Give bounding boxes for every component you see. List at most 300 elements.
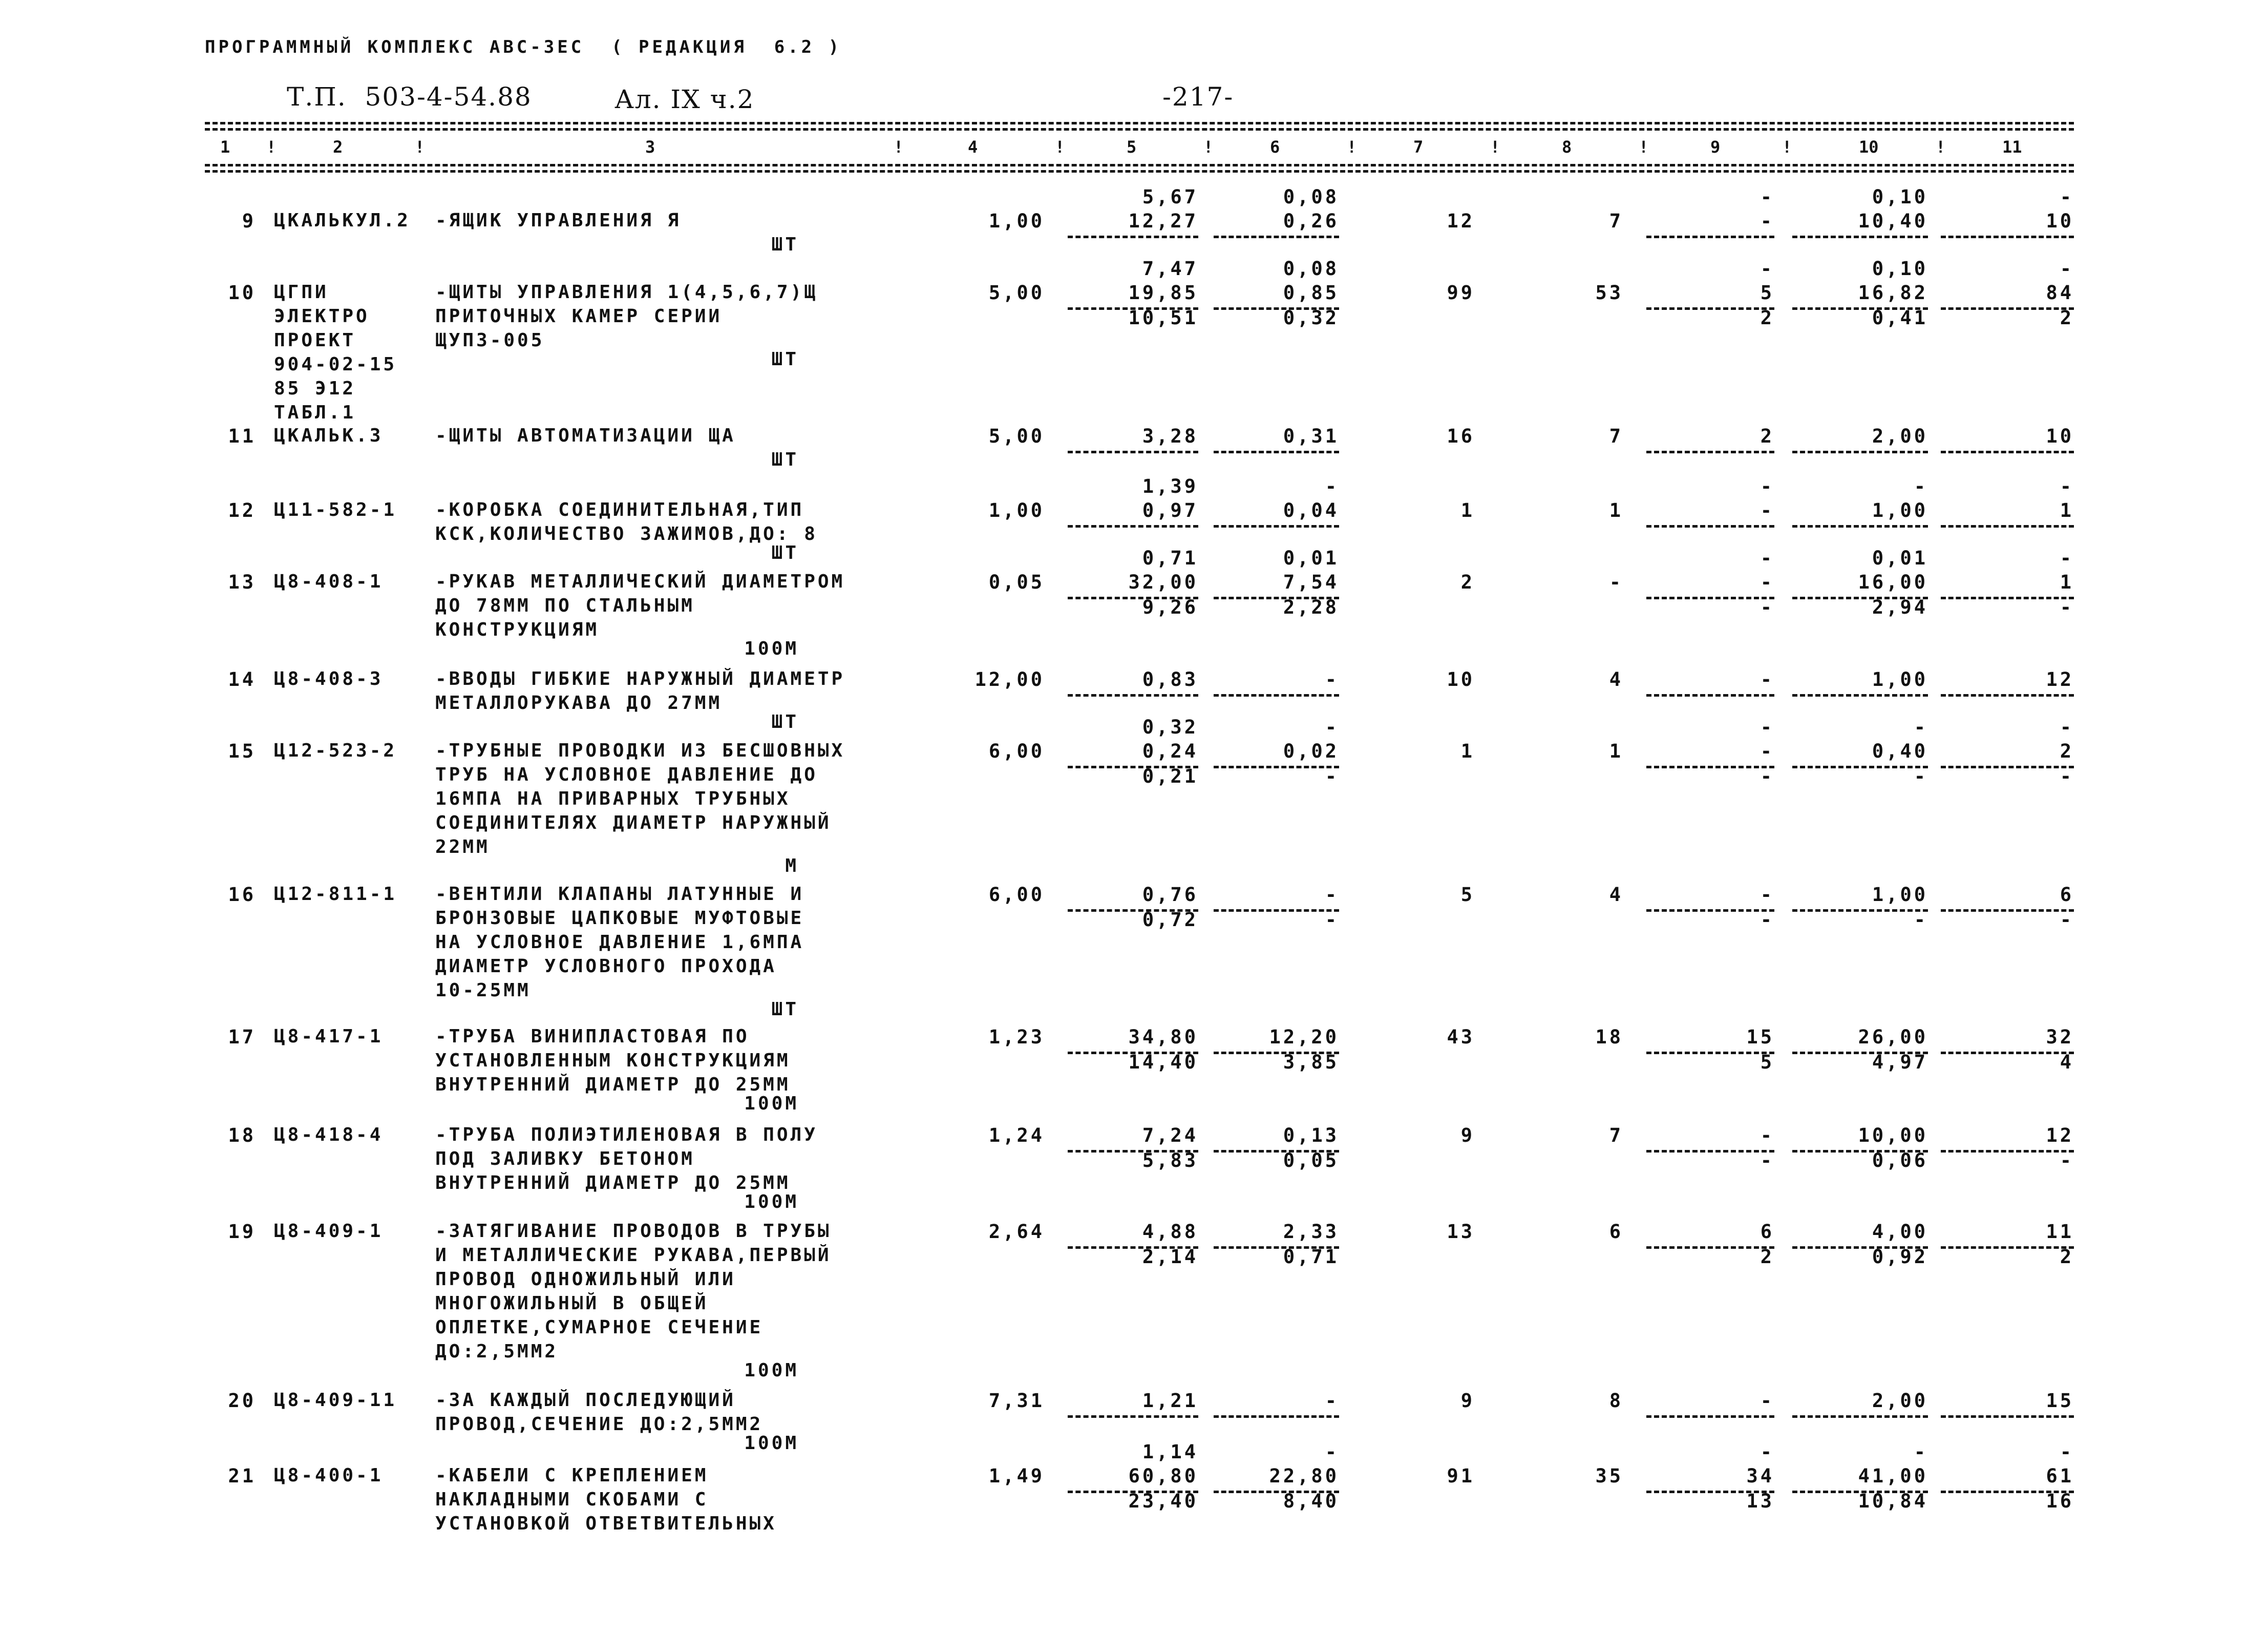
value-c9-lower: 2 <box>1760 307 1774 329</box>
value-c5-lower: 14,40 <box>1128 1051 1198 1073</box>
value-c5: 0,97 <box>1142 499 1198 521</box>
value-c10: 1,00 <box>1872 499 1928 521</box>
item-description: -КОРОБКА СОЕДИНИТЕЛЬНАЯ,ТИП <box>435 499 804 520</box>
item-description: КСК,КОЛИЧЕСТВО ЗАЖИМОВ,ДО: 8 <box>435 523 818 544</box>
value-c10: 16,82 <box>1858 282 1928 304</box>
col-9-header: 9 <box>1710 137 1721 157</box>
value-c11-lower: - <box>2060 596 2074 618</box>
row-separator <box>1941 1491 2074 1493</box>
item-unit: 100М <box>744 1093 799 1114</box>
item-description: ВНУТРЕННИЙ ДИАМЕТР ДО 25ММ <box>435 1172 791 1193</box>
row-number: 17 <box>228 1026 256 1048</box>
col-7-header: 7 <box>1413 137 1424 157</box>
row-separator <box>1646 766 1774 768</box>
value-c11-lower: - <box>2060 1149 2074 1171</box>
row-separator <box>1646 909 1774 912</box>
item-description: -ЩИТЫ УПРАВЛЕНИЯ 1(4,5,6,7)Щ <box>435 282 818 303</box>
value-c9: 5 <box>1760 282 1774 304</box>
value-c6-upper: 0,01 <box>1283 547 1339 569</box>
value-c5-lower: 9,26 <box>1142 596 1198 618</box>
row-separator <box>1214 597 1339 599</box>
item-unit: 100М <box>744 1360 799 1381</box>
item-code: Ц8-400-1 <box>274 1465 384 1486</box>
row-separator <box>1068 236 1198 238</box>
row-separator <box>1214 766 1339 768</box>
value-c9: 15 <box>1746 1026 1774 1048</box>
value-c5-upper: 7,47 <box>1142 258 1198 280</box>
value-c9-lower: - <box>1760 765 1774 787</box>
value-c11-upper: - <box>2060 716 2074 738</box>
row-number: 16 <box>228 884 256 906</box>
page-number: -217- <box>1162 82 1234 112</box>
row-separator <box>1646 1150 1774 1153</box>
value-c11-upper: - <box>2060 547 2074 569</box>
row-separator <box>1068 909 1198 912</box>
row-separator <box>1941 1052 2074 1054</box>
value-c6: 12,20 <box>1269 1026 1339 1048</box>
item-code: 85 Э12 <box>274 378 356 399</box>
value-c8: 4 <box>1609 668 1623 690</box>
value-c10: 2,00 <box>1872 425 1928 447</box>
value-c10-lower: 0,92 <box>1872 1246 1928 1268</box>
value-c10-lower: 0,41 <box>1872 307 1928 329</box>
item-code: Ц8-408-1 <box>274 571 384 592</box>
row-separator <box>1214 1415 1339 1418</box>
item-description: ПОД ЗАЛИВКУ БЕТОНОМ <box>435 1148 695 1169</box>
item-quantity: 6,00 <box>988 884 1045 906</box>
item-unit: ШТ <box>771 711 799 732</box>
item-description: ВНУТРЕННИЙ ДИАМЕТР ДО 25ММ <box>435 1074 791 1095</box>
value-c5: 0,24 <box>1142 740 1198 762</box>
col-8-header: 8 <box>1562 137 1572 157</box>
row-separator <box>1214 1150 1339 1153</box>
item-description: БРОНЗОВЫЕ ЦАПКОВЫЕ МУФТОВЫЕ <box>435 908 804 929</box>
value-c9-upper: - <box>1760 716 1774 738</box>
row-separator <box>1214 451 1339 453</box>
row-separator <box>1941 1150 2074 1153</box>
value-c7: 16 <box>1447 425 1475 447</box>
item-code: Ц8-409-1 <box>274 1221 384 1242</box>
value-c7: 1 <box>1460 499 1475 521</box>
value-c6: 0,26 <box>1283 210 1339 232</box>
row-separator <box>1068 597 1198 599</box>
value-c6-lower: 0,32 <box>1283 307 1339 329</box>
value-c5-upper: 1,39 <box>1142 475 1198 497</box>
item-code: ПРОЕКТ <box>274 330 356 351</box>
value-c6: 7,54 <box>1283 571 1339 593</box>
item-description: ПРИТОЧНЫХ КАМЕР СЕРИИ <box>435 306 723 327</box>
item-code: 904-02-15 <box>274 354 397 375</box>
value-c9-upper: - <box>1760 258 1774 280</box>
item-unit: ШТ <box>771 349 799 370</box>
item-quantity: 1,00 <box>988 499 1045 521</box>
value-c11: 11 <box>2046 1221 2074 1243</box>
item-description: -ТРУБА ПОЛИЭТИЛЕНОВАЯ В ПОЛУ <box>435 1124 818 1145</box>
item-description: НА УСЛОВНОЕ ДАВЛЕНИЕ 1,6МПА <box>435 932 804 953</box>
value-c5-upper: 1,14 <box>1142 1441 1198 1463</box>
row-separator <box>1646 1246 1774 1249</box>
row-separator <box>1214 909 1339 912</box>
col-2-header: 2 <box>333 137 343 157</box>
item-description: -РУКАВ МЕТАЛЛИЧЕСКИЙ ДИАМЕТРОМ <box>435 571 845 592</box>
row-separator <box>1792 1491 1928 1493</box>
item-description: ДО:2,5ММ2 <box>435 1341 559 1362</box>
item-quantity: 2,64 <box>988 1221 1045 1243</box>
item-description: -ЗА КАЖДЫЙ ПОСЛЕДУЮЩИЙ <box>435 1390 736 1411</box>
value-c11-lower: - <box>2060 765 2074 787</box>
value-c6-upper: - <box>1325 716 1339 738</box>
value-c9: - <box>1760 499 1774 521</box>
value-c7: 91 <box>1447 1465 1475 1487</box>
value-c9: - <box>1760 884 1774 906</box>
row-separator <box>1068 766 1198 768</box>
value-c5-lower: 0,72 <box>1142 909 1198 931</box>
value-c5-lower: 23,40 <box>1128 1490 1198 1512</box>
row-separator <box>1792 909 1928 912</box>
value-c10-lower: 2,94 <box>1872 596 1928 618</box>
header-rule-top <box>205 122 2074 124</box>
item-quantity: 5,00 <box>988 282 1045 304</box>
value-c8: 4 <box>1609 884 1623 906</box>
value-c11-upper: - <box>2060 1441 2074 1463</box>
col-11-header: 11 <box>2002 137 2022 157</box>
value-c6-upper: 0,08 <box>1283 186 1339 208</box>
value-c7: 13 <box>1447 1221 1475 1243</box>
item-quantity: 7,31 <box>988 1390 1045 1412</box>
row-separator <box>1068 1052 1198 1054</box>
value-c9-lower: 13 <box>1746 1490 1774 1512</box>
row-separator <box>1646 525 1774 528</box>
item-code: ЦКАЛЬКУЛ.2 <box>274 210 411 231</box>
value-c5: 0,76 <box>1142 884 1198 906</box>
value-c5-lower: 5,83 <box>1142 1149 1198 1171</box>
value-c11-lower: - <box>2060 909 2074 931</box>
row-number: 10 <box>228 282 256 304</box>
tp-code: Т.П. 503-4-54.88 <box>287 82 532 112</box>
row-separator <box>1941 525 2074 528</box>
row-separator <box>1941 597 2074 599</box>
value-c10: 26,00 <box>1858 1026 1928 1048</box>
row-number: 20 <box>228 1390 256 1412</box>
value-c9: - <box>1760 571 1774 593</box>
value-c7: 2 <box>1460 571 1475 593</box>
value-c9: 2 <box>1760 425 1774 447</box>
value-c9: - <box>1760 668 1774 690</box>
row-separator <box>1214 307 1339 310</box>
row-separator <box>1792 525 1928 528</box>
row-separator <box>1646 236 1774 238</box>
row-separator <box>1792 236 1928 238</box>
value-c6-lower: 8,40 <box>1283 1490 1339 1512</box>
value-c11-lower: 2 <box>2060 307 2074 329</box>
album-number: Ал. IX ч.2 <box>614 85 755 114</box>
value-c5: 60,80 <box>1128 1465 1198 1487</box>
item-quantity: 1,49 <box>988 1465 1045 1487</box>
item-description: И МЕТАЛЛИЧЕСКИЕ РУКАВА,ПЕРВЫЙ <box>435 1245 832 1266</box>
value-c11: 84 <box>2046 282 2074 304</box>
row-separator <box>1646 1491 1774 1493</box>
row-separator <box>1068 694 1198 697</box>
value-c10: 10,40 <box>1858 210 1928 232</box>
value-c8: 7 <box>1609 210 1623 232</box>
row-number: 11 <box>228 425 256 447</box>
value-c10-upper: 0,01 <box>1872 547 1928 569</box>
value-c8: 35 <box>1595 1465 1623 1487</box>
value-c5-upper: 0,71 <box>1142 547 1198 569</box>
value-c6: 22,80 <box>1269 1465 1339 1487</box>
item-quantity: 1,00 <box>988 210 1045 232</box>
row-separator <box>1214 694 1339 697</box>
item-code: ЦКАЛЬК.3 <box>274 425 384 446</box>
value-c11-lower: 16 <box>2046 1490 2074 1512</box>
item-unit: М <box>785 855 799 876</box>
value-c8: 6 <box>1609 1221 1623 1243</box>
value-c10: 0,40 <box>1872 740 1928 762</box>
item-code: Ц8-418-4 <box>274 1124 384 1145</box>
value-c6-upper: - <box>1325 1441 1339 1463</box>
item-description: МНОГОЖИЛЬНЫЙ В ОБЩЕЙ <box>435 1293 709 1314</box>
value-c9-upper: - <box>1760 547 1774 569</box>
header-rule-bottom <box>205 164 2074 166</box>
item-description: ДИАМЕТР УСЛОВНОГО ПРОХОДА <box>435 956 777 977</box>
row-separator <box>1646 694 1774 697</box>
item-description: СОЕДИНИТЕЛЯХ ДИАМЕТР НАРУЖНЫЙ <box>435 812 832 833</box>
value-c6: - <box>1325 884 1339 906</box>
value-c5: 0,83 <box>1142 668 1198 690</box>
value-c9: - <box>1760 1124 1774 1146</box>
col-3-header: 3 <box>645 137 655 157</box>
value-c9-lower: - <box>1760 596 1774 618</box>
value-c5-lower: 10,51 <box>1128 307 1198 329</box>
value-c9-upper: - <box>1760 186 1774 208</box>
item-description: НАКЛАДНЫМИ СКОБАМИ С <box>435 1489 709 1510</box>
value-c11: 1 <box>2060 571 2074 593</box>
value-c11: 1 <box>2060 499 2074 521</box>
value-c8: 8 <box>1609 1390 1623 1412</box>
value-c6-upper: 0,08 <box>1283 258 1339 280</box>
row-separator <box>1792 694 1928 697</box>
row-number: 19 <box>228 1221 256 1243</box>
value-c9-upper: - <box>1760 1441 1774 1463</box>
item-quantity: 1,23 <box>988 1026 1045 1048</box>
value-c8: 7 <box>1609 1124 1623 1146</box>
value-c5: 19,85 <box>1128 282 1198 304</box>
value-c10-lower: 10,84 <box>1858 1490 1928 1512</box>
value-c7: 43 <box>1447 1026 1475 1048</box>
value-c10: 4,00 <box>1872 1221 1928 1243</box>
item-description: 10-25ММ <box>435 980 531 1001</box>
item-unit: ШТ <box>771 999 799 1020</box>
item-code: ТАБЛ.1 <box>274 402 356 423</box>
row-separator <box>1646 451 1774 453</box>
item-description: -ТРУБНЫЕ ПРОВОДКИ ИЗ БЕСШОВНЫХ <box>435 740 845 761</box>
item-description: -ЗАТЯГИВАНИЕ ПРОВОДОВ В ТРУБЫ <box>435 1221 832 1242</box>
row-separator <box>1068 307 1198 310</box>
value-c10: 41,00 <box>1858 1465 1928 1487</box>
row-separator <box>1792 1052 1928 1054</box>
item-description: ДО 78ММ ПО СТАЛЬНЫМ <box>435 595 695 616</box>
value-c7: 10 <box>1447 668 1475 690</box>
row-separator <box>1068 1150 1198 1153</box>
col-4-header: 4 <box>968 137 978 157</box>
value-c11-upper: - <box>2060 475 2074 497</box>
value-c6: 2,33 <box>1283 1221 1339 1243</box>
row-separator <box>1941 451 2074 453</box>
value-c5-lower: 2,14 <box>1142 1246 1198 1268</box>
value-c11: 12 <box>2046 668 2074 690</box>
value-c11: 2 <box>2060 740 2074 762</box>
item-unit: 100М <box>744 1433 799 1454</box>
value-c9-lower: - <box>1760 909 1774 931</box>
value-c7: 5 <box>1460 884 1475 906</box>
item-code: ЭЛЕКТРО <box>274 306 370 327</box>
value-c9-lower: 2 <box>1760 1246 1774 1268</box>
value-c5-upper: 5,67 <box>1142 186 1198 208</box>
row-separator <box>1214 236 1339 238</box>
row-number: 13 <box>228 571 256 593</box>
value-c7: 9 <box>1460 1390 1475 1412</box>
header-rule-bottom-2 <box>205 170 2074 173</box>
value-c8: 7 <box>1609 425 1623 447</box>
value-c11-lower: 2 <box>2060 1246 2074 1268</box>
value-c7: 1 <box>1460 740 1475 762</box>
row-separator <box>1068 1491 1198 1493</box>
value-c11: 15 <box>2046 1390 2074 1412</box>
value-c11: 6 <box>2060 884 2074 906</box>
value-c9: - <box>1760 740 1774 762</box>
value-c6-lower: 0,05 <box>1283 1149 1339 1171</box>
row-separator <box>1068 1415 1198 1418</box>
value-c7: 9 <box>1460 1124 1475 1146</box>
row-separator <box>1941 1415 2074 1418</box>
item-code: Ц11-582-1 <box>274 499 397 520</box>
value-c9: 34 <box>1746 1465 1774 1487</box>
row-separator <box>1792 766 1928 768</box>
row-separator <box>1792 1415 1928 1418</box>
row-separator <box>1941 766 2074 768</box>
value-c10: 1,00 <box>1872 668 1928 690</box>
value-c10-lower: - <box>1914 765 1928 787</box>
value-c6: - <box>1325 668 1339 690</box>
row-number: 12 <box>228 499 256 521</box>
value-c11: 10 <box>2046 425 2074 447</box>
value-c10-upper: 0,10 <box>1872 258 1928 280</box>
row-number: 18 <box>228 1124 256 1146</box>
row-separator <box>1646 307 1774 310</box>
value-c11-upper: - <box>2060 258 2074 280</box>
value-c10-lower: 0,06 <box>1872 1149 1928 1171</box>
item-quantity: 1,24 <box>988 1124 1045 1146</box>
item-description: УСТАНОВКОЙ ОТВЕТВИТЕЛЬНЫХ <box>435 1513 777 1534</box>
col-5-header: 5 <box>1127 137 1137 157</box>
item-quantity: 12,00 <box>974 668 1045 690</box>
value-c11: 61 <box>2046 1465 2074 1487</box>
item-code: Ц8-409-11 <box>274 1390 397 1411</box>
row-separator <box>1068 451 1198 453</box>
row-separator <box>1792 597 1928 599</box>
item-description: -ЩИТЫ АВТОМАТИЗАЦИИ ЩА <box>435 425 736 446</box>
row-separator <box>1941 1246 2074 1249</box>
value-c11-upper: - <box>2060 186 2074 208</box>
row-number: 21 <box>228 1465 256 1487</box>
value-c11: 32 <box>2046 1026 2074 1048</box>
item-description: -ВЕНТИЛИ КЛАПАНЫ ЛАТУННЫЕ И <box>435 884 804 905</box>
row-separator <box>1646 597 1774 599</box>
item-description: МЕТАЛЛОРУКАВА ДО 27ММ <box>435 693 723 714</box>
item-description: ОПЛЕТКЕ,СУМАРНОЕ СЕЧЕНИЕ <box>435 1317 764 1338</box>
row-separator <box>1068 525 1198 528</box>
item-description: ТРУБ НА УСЛОВНОЕ ДАВЛЕНИЕ ДО <box>435 764 818 785</box>
value-c10-upper: - <box>1914 475 1928 497</box>
value-c8: 1 <box>1609 740 1623 762</box>
item-code: Ц8-408-3 <box>274 668 384 689</box>
item-description: ЩУП3-005 <box>435 330 545 351</box>
value-c10: 1,00 <box>1872 884 1928 906</box>
value-c6-lower: 2,28 <box>1283 596 1339 618</box>
row-number: 15 <box>228 740 256 762</box>
value-c10-upper: - <box>1914 1441 1928 1463</box>
item-description: -КАБЕЛИ С КРЕПЛЕНИЕМ <box>435 1465 709 1486</box>
item-description: ПРОВОД,СЕЧЕНИЕ ДО:2,5ММ2 <box>435 1414 764 1435</box>
value-c8: 1 <box>1609 499 1623 521</box>
item-code: Ц12-811-1 <box>274 884 397 905</box>
row-number: 14 <box>228 668 256 690</box>
row-separator <box>1792 1150 1928 1153</box>
value-c6-upper: - <box>1325 475 1339 497</box>
value-c5: 4,88 <box>1142 1221 1198 1243</box>
value-c9: - <box>1760 1390 1774 1412</box>
value-c5: 7,24 <box>1142 1124 1198 1146</box>
row-separator <box>1214 525 1339 528</box>
value-c5-lower: 0,21 <box>1142 765 1198 787</box>
col-6-header: 6 <box>1270 137 1280 157</box>
value-c6-lower: - <box>1325 765 1339 787</box>
item-unit: 100М <box>744 638 799 659</box>
item-quantity: 0,05 <box>988 571 1045 593</box>
col-1-header: 1 <box>220 137 230 157</box>
value-c8: - <box>1609 571 1623 593</box>
row-separator <box>1214 1491 1339 1493</box>
item-description: УСТАНОВЛЕННЫМ КОНСТРУКЦИЯМ <box>435 1050 791 1071</box>
row-separator <box>1941 909 2074 912</box>
value-c7: 99 <box>1447 282 1475 304</box>
row-separator <box>1068 1246 1198 1249</box>
value-c11: 12 <box>2046 1124 2074 1146</box>
row-number: 9 <box>242 210 256 232</box>
value-c6-lower: 3,85 <box>1283 1051 1339 1073</box>
item-unit: ШТ <box>771 449 799 470</box>
item-description: ПРОВОД ОДНОЖИЛЬНЫЙ ИЛИ <box>435 1269 736 1290</box>
value-c5: 34,80 <box>1128 1026 1198 1048</box>
item-description: -ВВОДЫ ГИБКИЕ НАРУЖНЫЙ ДИАМЕТР <box>435 668 845 689</box>
value-c6: 0,31 <box>1283 425 1339 447</box>
item-description: 22ММ <box>435 836 490 857</box>
value-c6: - <box>1325 1390 1339 1412</box>
value-c9-upper: - <box>1760 475 1774 497</box>
item-quantity: 5,00 <box>988 425 1045 447</box>
item-code: Ц8-417-1 <box>274 1026 384 1047</box>
value-c10-lower: - <box>1914 909 1928 931</box>
value-c5: 3,28 <box>1142 425 1198 447</box>
value-c5: 32,00 <box>1128 571 1198 593</box>
row-separator <box>1646 1052 1774 1054</box>
value-c6: 0,13 <box>1283 1124 1339 1146</box>
value-c9: - <box>1760 210 1774 232</box>
value-c5: 12,27 <box>1128 210 1198 232</box>
row-separator <box>1941 694 2074 697</box>
item-quantity: 6,00 <box>988 740 1045 762</box>
row-separator <box>1792 451 1928 453</box>
